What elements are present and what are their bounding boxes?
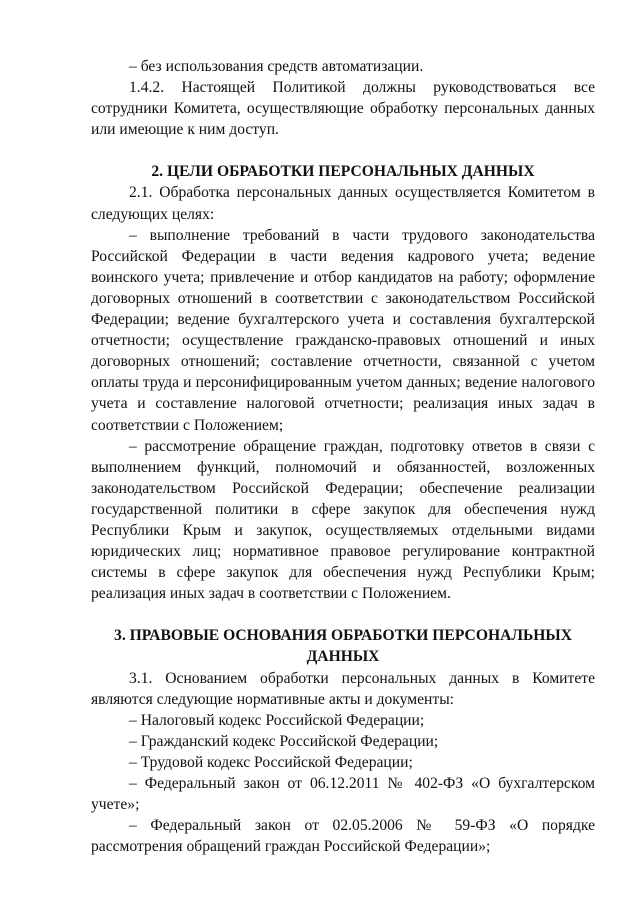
paragraph-1-4-2: 1.4.2. Настоящей Политикой должны руководствоваться все сотрудники Комитета, осуществляющие обработку персональных данных или имеющие к ним доступ. — [91, 79, 595, 139]
spacer — [91, 140, 595, 161]
list-item-labour-code: – Трудовой кодекс Российской Федерации; — [129, 753, 413, 771]
list-item-law-402: – Федеральный закон от 06.12.2011 № 402-ФЗ «О бухгалтерском учете»; — [91, 775, 595, 814]
section-heading-2: 2. ЦЕЛИ ОБРАБОТКИ ПЕРСОНАЛЬНЫХ ДАННЫХ — [151, 163, 535, 181]
paragraph-purpose-citizens: – рассмотрение обращение граждан, подготовку ответов в связи с выполнением функций, полномочий и обязанностей, возложенных законодательством Российской Федерации; обеспечение реализации государственной политики в сфере закупок для обеспечения нужд Республики Крым и закупок, осуществляемых отдельными видами юридических лиц; нормативное правовое регулирование контрактной системы в сфере закупок для обеспечения нужд Республики Крым; реализация иных задач в соответствии с Положением. — [91, 437, 595, 603]
list-item-law-59: – Федеральный закон от 02.05.2006 № 59-ФЗ «О порядке рассмотрения обращений граждан Российской Федерации»; — [91, 817, 595, 856]
paragraph-no-automation: – без использования средств автоматизации. — [129, 58, 424, 75]
section-heading-3: 3. ПРАВОВЫЕ ОСНОВАНИЯ ОБРАБОТКИ ПЕРСОНАЛЬНЫХ ДАННЫХ — [114, 627, 572, 666]
spacer — [91, 604, 595, 625]
paragraph-3-1: 3.1. Основанием обработки персональных данных в Комитете являются следующие нормативные акты и документы: — [91, 669, 595, 708]
paragraph-purpose-hr: – выполнение требований в части трудового законодательства Российской Федерации в части ведения кадрового учета; ведение воинского учета; привлечение и отбор кандидатов на работу; оформление договорных отношений в соответствии с законодательством Российской Федерации; ведение бухгалтерского учета и составления бухгалтерской отчетности; осуществление гражданско-правовых отношений и иных договорных отношений; составление отчетности, связанной с учетом оплаты труда и персонифицированным учетом данных; ведение налогового учета и составление налоговой отчетности; реализация иных задач в соответствии с Положением; — [91, 226, 595, 434]
list-item-civil-code: – Гражданский кодекс Российской Федерации; — [129, 732, 439, 750]
document-body — [91, 56, 595, 857]
list-item-tax-code: – Налоговый кодекс Российской Федерации; — [129, 711, 425, 729]
paragraph-2-1: 2.1. Обработка персональных данных осуществляется Комитетом в следующих целях: — [91, 184, 595, 223]
